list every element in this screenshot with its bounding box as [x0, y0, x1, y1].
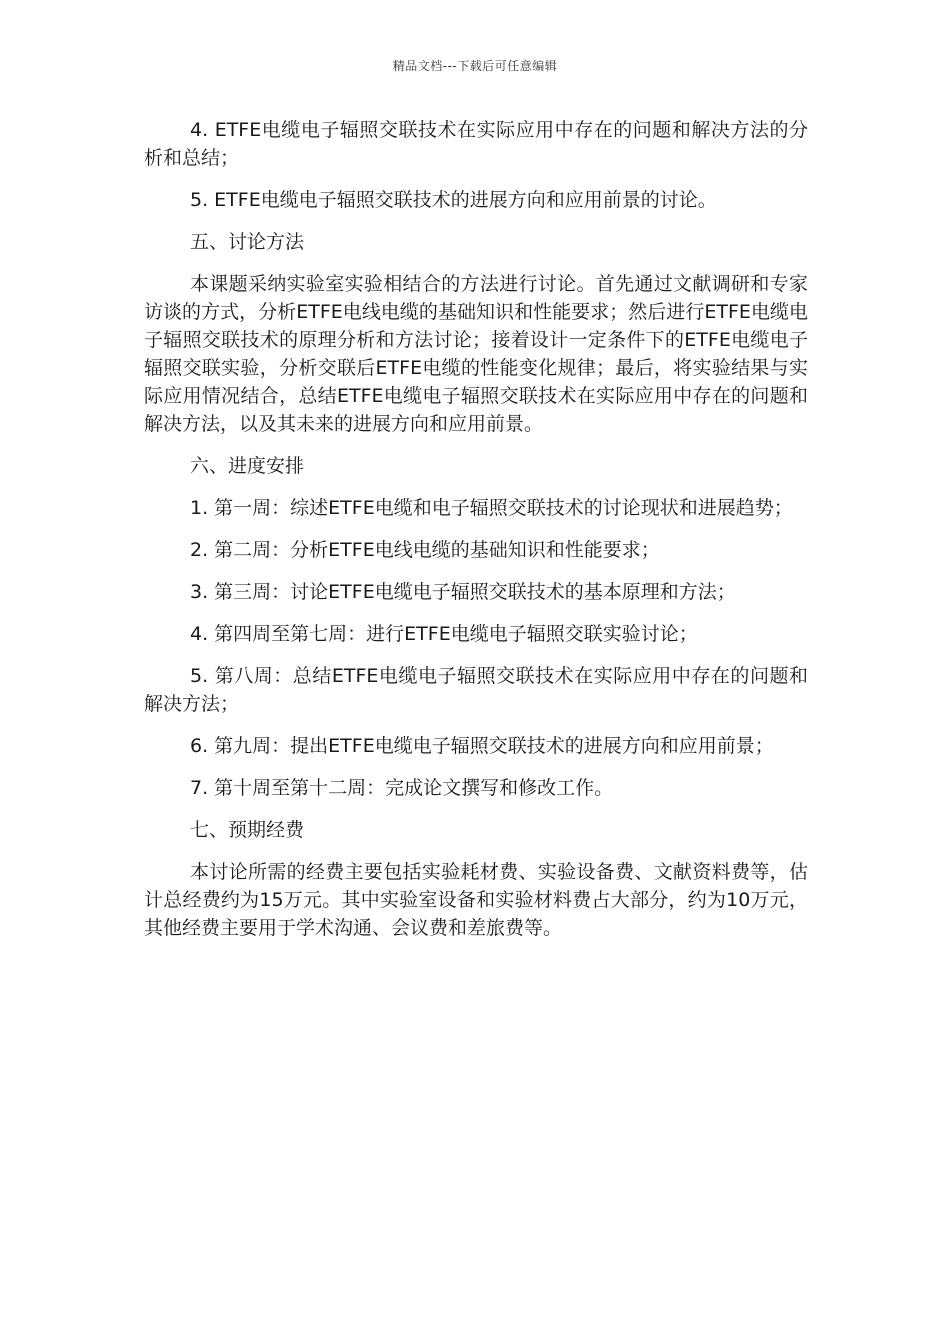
schedule-item-week-1: 1. 第一周：综述ETFE电缆和电子辐照交联技术的讨论现状和进展趋势；	[190, 497, 793, 519]
list-item-prospects: 5. ETFE电缆电子辐照交联技术的进展方向和应用前景的讨论。	[190, 189, 717, 211]
schedule-item-week-10-12: 7. 第十周至第十二周：完成论文撰写和修改工作。	[190, 777, 614, 799]
schedule-item-week-2: 2. 第二周：分析ETFE电线电缆的基础知识和性能要求；	[190, 539, 660, 561]
document-body	[144, 116, 808, 956]
section-heading-methods: 五、讨论方法	[190, 231, 305, 253]
section-heading-schedule: 六、进度安排	[190, 455, 305, 477]
section-heading-budget: 七、预期经费	[190, 819, 305, 841]
methods-paragraph: 本课题采纳实验室实验相结合的方法进行讨论。首先通过文献调研和专家访谈的方式，分析ETFE电线电缆的基础知识和性能要求；然后进行ETFE电缆电子辐照交联技术的原理分析和方法讨论；接着设计一定条件下的ETFE电缆电子辐照交联实验，分析交联后ETFE电缆的性能变化规律；最后，将实验结果与实际应用情况结合，总结ETFE电缆电子辐照交联技术在实际应用中存在的问题和解决方法，以及其未来的进展方向和应用前景。	[144, 273, 808, 435]
budget-paragraph: 本讨论所需的经费主要包括实验耗材费、实验设备费、文献资料费等，估计总经费约为15万元。其中实验室设备和实验材料费占大部分，约为10万元，其他经费主要用于学术沟通、会议费和差旅费等。	[144, 861, 808, 939]
schedule-item-week-9: 6. 第九周：提出ETFE电缆电子辐照交联技术的进展方向和应用前景；	[190, 735, 774, 757]
schedule-item-week-3: 3. 第三周：讨论ETFE电缆电子辐照交联技术的基本原理和方法；	[190, 581, 736, 603]
schedule-item-week-4-7: 4. 第四周至第七周：进行ETFE电缆电子辐照交联实验讨论；	[190, 623, 698, 645]
schedule-item-week-8: 5. 第八周：总结ETFE电缆电子辐照交联技术在实际应用中存在的问题和解决方法；	[144, 665, 808, 715]
list-item-analysis-summary: 4. ETFE电缆电子辐照交联技术在实际应用中存在的问题和解决方法的分析和总结；	[144, 119, 808, 169]
page-header: 精品文档---下载后可任意编辑	[392, 59, 558, 73]
